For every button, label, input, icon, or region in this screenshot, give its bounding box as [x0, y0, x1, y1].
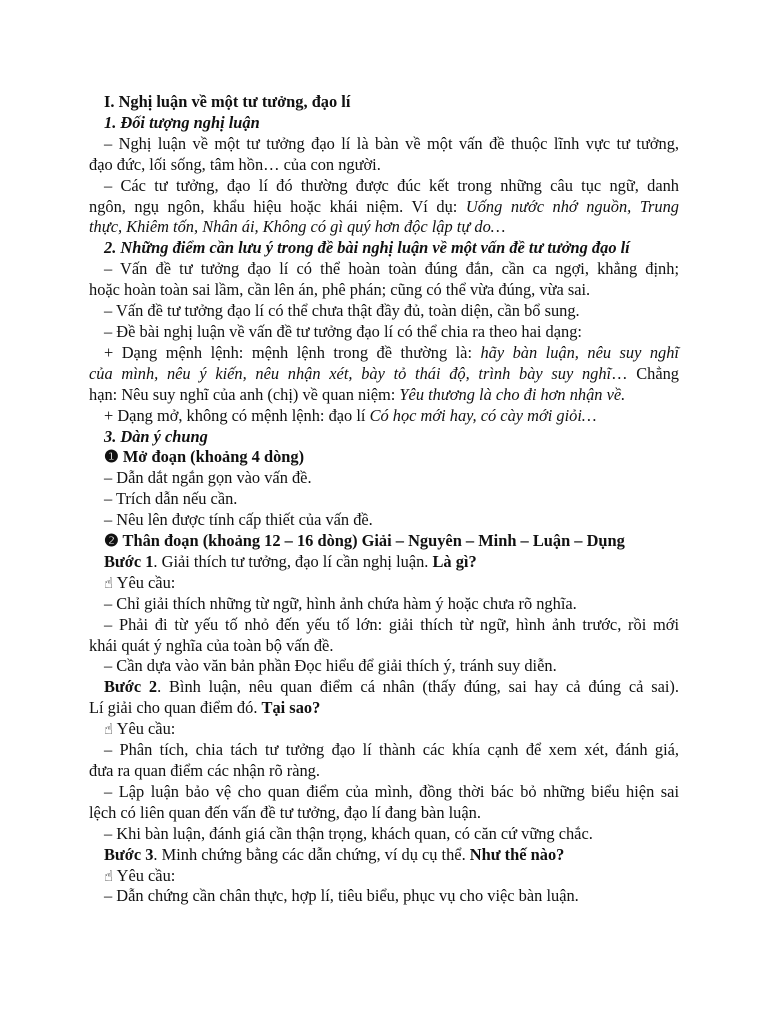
mo-doan-title: Mở đoạn (khoảng 4 dòng): [122, 447, 305, 467]
example-text: hãy bàn luận, nêu suy nghĩ: [480, 342, 679, 362]
text-run: Lí giải cho quan điểm đó.: [89, 698, 262, 718]
step-question: Tại sao?: [261, 698, 321, 718]
requirement-line: [89, 719, 679, 740]
text-line: hoặc hoàn toàn sai lầm, cần lên án, phê phán; cũng có thể vừa đúng, vừa sai.: [89, 280, 591, 300]
text-line: – Đề bài nghị luận về vấn đề tư tưởng đạo lí có thể chia ra theo hai dạng:: [104, 321, 582, 341]
text-run: … Chẳng: [611, 363, 679, 383]
than-doan-title: Thân đoạn (khoảng 12 – 16 dòng) Giải – Nguyên – Minh – Luận – Dụng: [122, 531, 625, 551]
heading-1: 1. Đối tượng nghị luận: [104, 112, 260, 132]
step-question: Là gì?: [432, 551, 477, 571]
list-item: – Nêu lên được tính cấp thiết của vấn đề.: [104, 510, 373, 530]
list-item: – Trích dẫn nếu cần.: [104, 489, 238, 509]
text-run: + Dạng mở, không có mệnh lệnh: đạo lí: [104, 405, 370, 425]
heading-2: 2. Những điểm cần lưu ý trong đề bài nghị luận về một vấn đề tư tưởng đạo lí: [104, 238, 630, 258]
step-3-label: Bước 3: [104, 844, 154, 864]
text-run: . Bình luận, nêu quan điểm cá nhân (thấy đúng, sai hay cả đúng cả sai).: [157, 677, 679, 697]
text-line: [89, 364, 679, 385]
pointing-hand-icon: ☝: [104, 573, 114, 592]
section-title: I. Nghị luận về một tư tưởng, đạo lí: [104, 92, 351, 111]
step-2-label: Bước 2: [104, 677, 158, 697]
example-text: Yêu thương là cho đi hơn nhận về.: [399, 384, 626, 404]
text-run: . Giải thích tư tưởng, đạo lí cần nghị luận.: [153, 551, 433, 571]
text-run: ngôn, ngụ ngôn, khẩu hiệu hoặc khái niệm. Ví dụ:: [89, 196, 466, 216]
document-page: [89, 92, 679, 907]
number-one-icon: ❶: [104, 447, 119, 467]
list-item: – Phải đi từ yếu tố nhỏ đến yếu tố lớn: giải thích từ ngữ, hình ảnh trước, rồi mới: [104, 614, 679, 634]
requirement-label: Yêu cầu:: [113, 865, 176, 885]
requirement-line: [89, 866, 679, 887]
text-line: – Vấn đề tư tưởng đạo lí có thể hoàn toàn đúng đắn, cần ca ngợi, khẳng định;: [104, 259, 679, 279]
text-line: [89, 197, 679, 218]
step-3-line: [89, 845, 679, 866]
text-line: lệch có liên quan đến vấn đề tư tưởng, đạo lí đang bàn luận.: [89, 802, 481, 822]
text-run: hạn: Nêu suy nghĩ của anh (chị) về quan niệm:: [89, 384, 400, 404]
requirement-label: Yêu cầu:: [113, 719, 176, 739]
heading-3: 3. Dàn ý chung: [104, 426, 208, 446]
example-text: của mình, nêu ý kiến, nêu nhận xét, bày tỏ thái độ, trình bày suy nghĩ: [89, 363, 612, 383]
requirement-label: Yêu cầu:: [113, 572, 176, 592]
requirement-line: [89, 573, 679, 594]
text-line: – Vấn đề tư tưởng đạo lí có thể chưa thật đầy đủ, toàn diện, cần bổ sung.: [104, 301, 580, 321]
list-item: – Dẫn chứng cần chân thực, hợp lí, tiêu biểu, phục vụ cho việc bàn luận.: [104, 886, 579, 906]
pointing-hand-icon: ☝: [104, 720, 114, 739]
list-item: – Khi bàn luận, đánh giá cần thận trọng, khách quan, có căn cứ vững chắc.: [104, 823, 593, 843]
text-run: + Dạng mệnh lệnh: mệnh lệnh trong đề thường là:: [104, 342, 481, 362]
example-text: thực, Khiêm tốn, Nhân ái, Không có gì quý hơn độc lập tự do…: [89, 217, 506, 237]
example-text: Uống nước nhớ nguồn, Trung: [465, 196, 679, 216]
text-line: đạo đức, lối sống, tâm hồn… của con người.: [89, 154, 381, 174]
step-1-label: Bước 1: [104, 551, 154, 571]
list-item: – Cần dựa vào văn bản phần Đọc hiểu để giải thích ý, tránh suy diễn.: [104, 656, 557, 676]
text-line: [89, 698, 679, 719]
list-item: – Chỉ giải thích những từ ngữ, hình ảnh chứa hàm ý hoặc chưa rõ nghĩa.: [104, 593, 577, 613]
text-line: [89, 406, 679, 427]
text-run: . Minh chứng bằng các dẫn chứng, ví dụ cụ thể.: [153, 844, 470, 864]
step-1-line: [89, 552, 679, 573]
example-text: Có học mới hay, có cày mới giỏi…: [369, 405, 597, 425]
text-line: – Nghị luận về một tư tưởng đạo lí là bàn về một vấn đề thuộc lĩnh vực tư tưởng,: [104, 133, 679, 153]
list-item: – Lập luận bảo vệ cho quan điểm của mình, đồng thời bác bỏ những biểu hiện sai: [104, 781, 679, 801]
text-line: khái quát ý nghĩa của toàn bộ vấn đề.: [89, 635, 334, 655]
mo-doan-heading: [89, 447, 679, 468]
number-two-icon: ❷: [104, 531, 119, 551]
list-item: – Phân tích, chia tách tư tưởng đạo lí thành các khía cạnh để xem xét, đánh giá,: [104, 740, 679, 760]
pointing-hand-icon: ☝: [104, 866, 114, 885]
step-question: Như thế nào?: [469, 844, 565, 864]
text-line: [89, 343, 679, 364]
text-line: – Các tư tưởng, đạo lí đó thường được đúc kết trong những câu tục ngữ, danh: [104, 175, 679, 195]
list-item: – Dẫn dắt ngắn gọn vào vấn đề.: [104, 468, 312, 488]
text-line: [89, 385, 679, 406]
than-doan-heading: [89, 531, 679, 552]
text-line: đưa ra quan điểm các nhận rõ ràng.: [89, 761, 320, 780]
step-2-line: [89, 677, 679, 698]
